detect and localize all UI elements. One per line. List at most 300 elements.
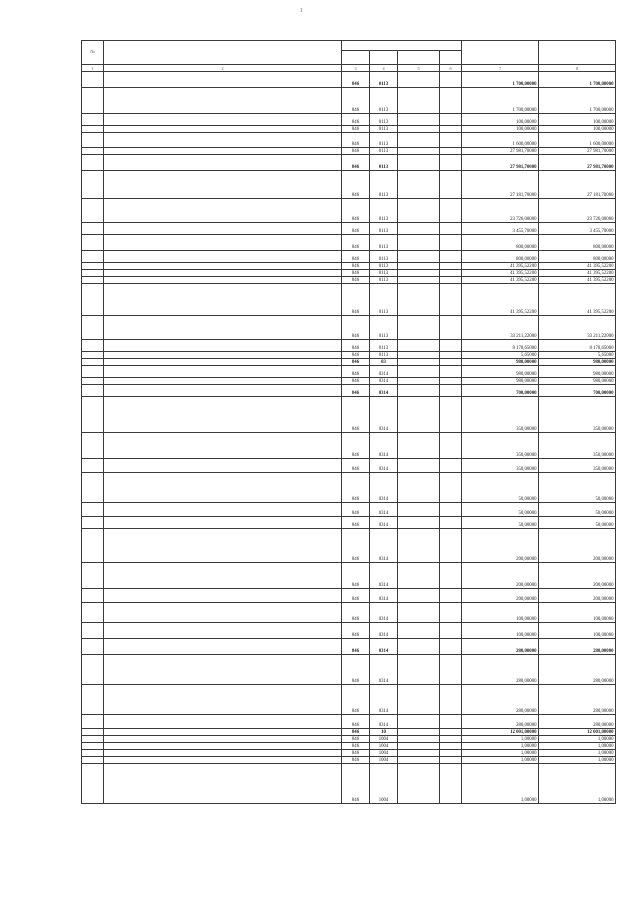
cell-target-article [398,263,440,270]
cell-grbs: 846 [342,397,370,433]
cell-amount-b: 41 395,52200 [539,277,616,284]
cell-row-no [82,263,104,270]
cell-section: 0314 [370,589,398,603]
cell-expense-type [440,148,462,155]
cell-section: 0113 [370,270,398,277]
cell-expense-type [440,88,462,114]
cell-description [104,655,342,685]
cell-grbs: 846 [342,729,370,736]
cell-amount-a: 3 455,70000 [462,223,539,235]
cell-amount-a: 41 395,52200 [462,270,539,277]
table-row [82,366,616,378]
cell-row-no [82,88,104,114]
cell-description [104,171,342,199]
cell-row-no [82,736,104,743]
cell-amount-b: 41 395,52200 [539,284,616,316]
cell-row-no [82,750,104,757]
cell-amount-a: 41 395,52200 [462,263,539,270]
cell-amount-a: 23 726,00000 [462,199,539,223]
cell-target-article [398,148,440,155]
cell-target-article [398,126,440,133]
cell-section: 0113 [370,352,398,359]
cell-target-article [398,729,440,736]
cell-expense-type [440,251,462,263]
cell-target-article [398,639,440,655]
cell-row-no [82,764,104,804]
table-row [82,750,616,757]
cell-description [104,148,342,155]
table-row [82,359,616,366]
cell-description [104,270,342,277]
cell-amount-a: 800,00000 [462,251,539,263]
cell-expense-type [440,270,462,277]
cell-amount-b: 41 395,52200 [539,263,616,270]
cell-description [104,433,342,459]
cell-amount-a: 800,00000 [462,235,539,251]
cell-target-article [398,397,440,433]
cell-row-no [82,655,104,685]
cell-amount-b: 100,00000 [539,126,616,133]
cell-amount-a: 33 211,22000 [462,316,539,340]
cell-description [104,603,342,623]
cell-amount-a: 700,00000 [462,385,539,397]
cell-expense-type [440,378,462,385]
table-row [82,251,616,263]
cell-section: 0314 [370,397,398,433]
table-row [82,72,616,88]
cell-row-no [82,284,104,316]
cell-amount-b: 980,00000 [539,359,616,366]
col-number: 4 [370,65,398,72]
cell-row-no [82,685,104,715]
cell-target-article [398,685,440,715]
cell-section: 0113 [370,199,398,223]
cell-target-article [398,223,440,235]
cell-target-article [398,459,440,473]
cell-grbs: 846 [342,199,370,223]
cell-row-no [82,459,104,473]
cell-target-article [398,750,440,757]
cell-amount-a: 100,00000 [462,603,539,623]
cell-expense-type [440,235,462,251]
cell-section: 03 [370,359,398,366]
cell-grbs: 846 [342,148,370,155]
cell-expense-type [440,359,462,366]
cell-amount-b: 700,00000 [539,385,616,397]
cell-section: 0314 [370,517,398,529]
cell-section: 0314 [370,685,398,715]
header-target [398,51,440,65]
cell-amount-a: 200,00000 [462,563,539,589]
cell-section: 10 [370,729,398,736]
cell-description [104,251,342,263]
cell-grbs: 846 [342,263,370,270]
cell-description [104,340,342,352]
cell-row-no [82,603,104,623]
header-name [104,41,342,65]
cell-section: 0314 [370,655,398,685]
table-row [82,589,616,603]
cell-amount-a: 100,00000 [462,623,539,639]
cell-section: 0113 [370,114,398,126]
cell-expense-type [440,529,462,563]
cell-target-article [398,235,440,251]
table-row [82,126,616,133]
cell-target-article [398,171,440,199]
cell-amount-a: 1,00000 [462,757,539,764]
table-row [82,736,616,743]
cell-description [104,397,342,433]
cell-grbs: 846 [342,743,370,750]
cell-amount-a: 5,65000 [462,352,539,359]
cell-expense-type [440,743,462,750]
cell-expense-type [440,473,462,503]
cell-amount-b: 1,00000 [539,757,616,764]
cell-amount-b: 3 455,70000 [539,223,616,235]
cell-grbs: 846 [342,316,370,340]
table-row [82,88,616,114]
cell-row-no [82,433,104,459]
cell-grbs: 846 [342,155,370,171]
cell-expense-type [440,563,462,589]
cell-row-no [82,589,104,603]
cell-grbs: 846 [342,589,370,603]
cell-section: 0314 [370,623,398,639]
cell-target-article [398,563,440,589]
cell-row-no [82,715,104,729]
cell-amount-a: 280,00000 [462,655,539,685]
cell-row-no [82,148,104,155]
cell-description [104,263,342,270]
cell-amount-b: 800,00000 [539,235,616,251]
cell-expense-type [440,366,462,378]
cell-target-article [398,277,440,284]
cell-expense-type [440,750,462,757]
cell-amount-b: 100,00000 [539,603,616,623]
table-row [82,473,616,503]
table-row [82,655,616,685]
cell-amount-a: 41 395,52200 [462,277,539,284]
table-row [82,563,616,589]
cell-section: 0314 [370,385,398,397]
cell-target-article [398,715,440,729]
cell-row-no [82,757,104,764]
table-row [82,378,616,385]
cell-target-article [398,757,440,764]
cell-amount-b: 1,00000 [539,750,616,757]
cell-amount-b: 980,00000 [539,366,616,378]
cell-expense-type [440,433,462,459]
cell-amount-a: 280,00000 [462,639,539,655]
cell-grbs: 846 [342,284,370,316]
cell-row-no [82,503,104,517]
cell-section: 0113 [370,148,398,155]
cell-row-no [82,251,104,263]
cell-target-article [398,623,440,639]
cell-section: 0113 [370,263,398,270]
cell-amount-b: 350,00000 [539,459,616,473]
cell-amount-a: 27 181,70000 [462,171,539,199]
cell-target-article [398,473,440,503]
table-row [82,459,616,473]
cell-section: 0314 [370,473,398,503]
cell-amount-a: 980,00000 [462,359,539,366]
cell-target-article [398,359,440,366]
cell-target-article [398,655,440,685]
cell-description [104,764,342,804]
cell-description [104,316,342,340]
cell-amount-b: 1,00000 [539,764,616,804]
cell-description [104,114,342,126]
cell-amount-b: 350,00000 [539,433,616,459]
cell-row-no [82,316,104,340]
cell-grbs: 846 [342,503,370,517]
table-row [82,316,616,340]
table-row [82,155,616,171]
table-row [82,223,616,235]
cell-expense-type [440,133,462,148]
cell-row-no [82,517,104,529]
col-number: 6 [440,65,462,72]
cell-target-article [398,366,440,378]
cell-target-article [398,155,440,171]
cell-row-no [82,623,104,639]
table-row [82,277,616,284]
cell-amount-b: 1,00000 [539,743,616,750]
cell-amount-a: 280,00000 [462,685,539,715]
cell-section: 0113 [370,235,398,251]
table-row [82,270,616,277]
cell-amount-b: 50,00000 [539,473,616,503]
cell-amount-a: 1 600,00000 [462,133,539,148]
col-number: 8 [539,65,616,72]
cell-section: 0113 [370,133,398,148]
cell-grbs: 846 [342,517,370,529]
cell-target-article [398,284,440,316]
table-row [82,729,616,736]
cell-expense-type [440,114,462,126]
table-body [82,72,616,804]
cell-row-no [82,270,104,277]
table-row [82,529,616,563]
cell-expense-type [440,126,462,133]
cell-description [104,235,342,251]
cell-expense-type [440,729,462,736]
cell-grbs: 846 [342,114,370,126]
table-row [82,715,616,729]
cell-row-no [82,743,104,750]
cell-section: 1004 [370,764,398,804]
cell-section: 0113 [370,171,398,199]
cell-description [104,589,342,603]
cell-amount-a: 100,00000 [462,126,539,133]
cell-description [104,155,342,171]
cell-expense-type [440,340,462,352]
cell-row-no [82,72,104,88]
cell-section: 0113 [370,223,398,235]
cell-expense-type [440,715,462,729]
cell-grbs: 846 [342,251,370,263]
cell-amount-b: 27 981,70000 [539,155,616,171]
cell-grbs: 846 [342,764,370,804]
cell-grbs: 846 [342,366,370,378]
cell-grbs: 846 [342,352,370,359]
cell-section: 0113 [370,88,398,114]
cell-expense-type [440,503,462,517]
cell-amount-a: 1 700,00000 [462,72,539,88]
cell-section: 0314 [370,639,398,655]
cell-expense-type [440,316,462,340]
cell-description [104,366,342,378]
cell-amount-a: 50,00000 [462,503,539,517]
cell-grbs: 846 [342,133,370,148]
cell-row-no [82,529,104,563]
table-row [82,284,616,316]
cell-grbs: 846 [342,378,370,385]
cell-row-no [82,729,104,736]
cell-expense-type [440,685,462,715]
cell-amount-a: 1,00000 [462,736,539,743]
page-number: 1 [300,8,303,14]
cell-expense-type [440,517,462,529]
cell-amount-a: 50,00000 [462,473,539,503]
table-row [82,639,616,655]
table-row [82,385,616,397]
cell-target-article [398,433,440,459]
cell-section: 0113 [370,316,398,340]
cell-grbs: 846 [342,235,370,251]
col-number: 3 [342,65,370,72]
cell-row-no [82,235,104,251]
cell-description [104,736,342,743]
cell-target-article [398,736,440,743]
cell-expense-type [440,155,462,171]
cell-description [104,378,342,385]
header-section [370,51,398,65]
cell-description [104,729,342,736]
cell-expense-type [440,623,462,639]
cell-amount-b: 8 178,65000 [539,340,616,352]
table-row [82,757,616,764]
cell-target-article [398,340,440,352]
cell-amount-b: 200,00000 [539,563,616,589]
cell-description [104,715,342,729]
cell-grbs: 846 [342,603,370,623]
cell-section: 0113 [370,251,398,263]
cell-expense-type [440,72,462,88]
cell-amount-b: 50,00000 [539,517,616,529]
cell-row-no [82,378,104,385]
cell-row-no [82,126,104,133]
cell-description [104,72,342,88]
cell-description [104,517,342,529]
cell-grbs: 846 [342,685,370,715]
cell-section: 0314 [370,366,398,378]
table-row [82,603,616,623]
cell-grbs: 846 [342,126,370,133]
cell-amount-b: 41 395,52200 [539,270,616,277]
cell-expense-type [440,263,462,270]
cell-section: 0113 [370,155,398,171]
cell-expense-type [440,284,462,316]
cell-section: 1004 [370,757,398,764]
col-number: 2 [104,65,342,72]
cell-section: 0314 [370,503,398,517]
cell-row-no [82,199,104,223]
cell-target-article [398,316,440,340]
cell-row-no [82,155,104,171]
cell-grbs: 846 [342,340,370,352]
cell-section: 0314 [370,603,398,623]
cell-expense-type [440,655,462,685]
header-no: № [82,41,104,65]
cell-description [104,352,342,359]
cell-grbs: 846 [342,88,370,114]
cell-target-article [398,743,440,750]
cell-grbs: 846 [342,715,370,729]
cell-description [104,199,342,223]
cell-target-article [398,517,440,529]
cell-description [104,757,342,764]
cell-target-article [398,352,440,359]
cell-expense-type [440,397,462,433]
cell-expense-type [440,459,462,473]
cell-row-no [82,114,104,126]
budget-table [81,40,616,804]
cell-grbs: 846 [342,270,370,277]
cell-section: 0314 [370,378,398,385]
cell-amount-b: 280,00000 [539,715,616,729]
cell-target-article [398,251,440,263]
cell-amount-b: 280,00000 [539,639,616,655]
cell-amount-a: 27 981,70000 [462,155,539,171]
cell-grbs: 846 [342,563,370,589]
cell-target-article [398,529,440,563]
cell-section: 0113 [370,126,398,133]
cell-description [104,743,342,750]
table-row [82,114,616,126]
cell-amount-a: 350,00000 [462,397,539,433]
cell-amount-a: 1,00000 [462,764,539,804]
cell-row-no [82,366,104,378]
table-row [82,503,616,517]
cell-description [104,529,342,563]
cell-row-no [82,133,104,148]
cell-grbs: 846 [342,750,370,757]
table-row [82,397,616,433]
header-vr [440,51,462,65]
cell-amount-a: 1 700,00000 [462,88,539,114]
cell-amount-b: 280,00000 [539,685,616,715]
cell-expense-type [440,757,462,764]
cell-row-no [82,397,104,433]
cell-section: 1004 [370,750,398,757]
cell-amount-b: 1 700,00000 [539,72,616,88]
cell-row-no [82,352,104,359]
cell-grbs: 846 [342,473,370,503]
cell-description [104,133,342,148]
table-row [82,764,616,804]
cell-grbs: 846 [342,736,370,743]
cell-target-article [398,114,440,126]
cell-expense-type [440,199,462,223]
cell-grbs: 846 [342,459,370,473]
table-row [82,235,616,251]
cell-row-no [82,385,104,397]
cell-grbs: 846 [342,359,370,366]
table-row [82,171,616,199]
cell-description [104,563,342,589]
